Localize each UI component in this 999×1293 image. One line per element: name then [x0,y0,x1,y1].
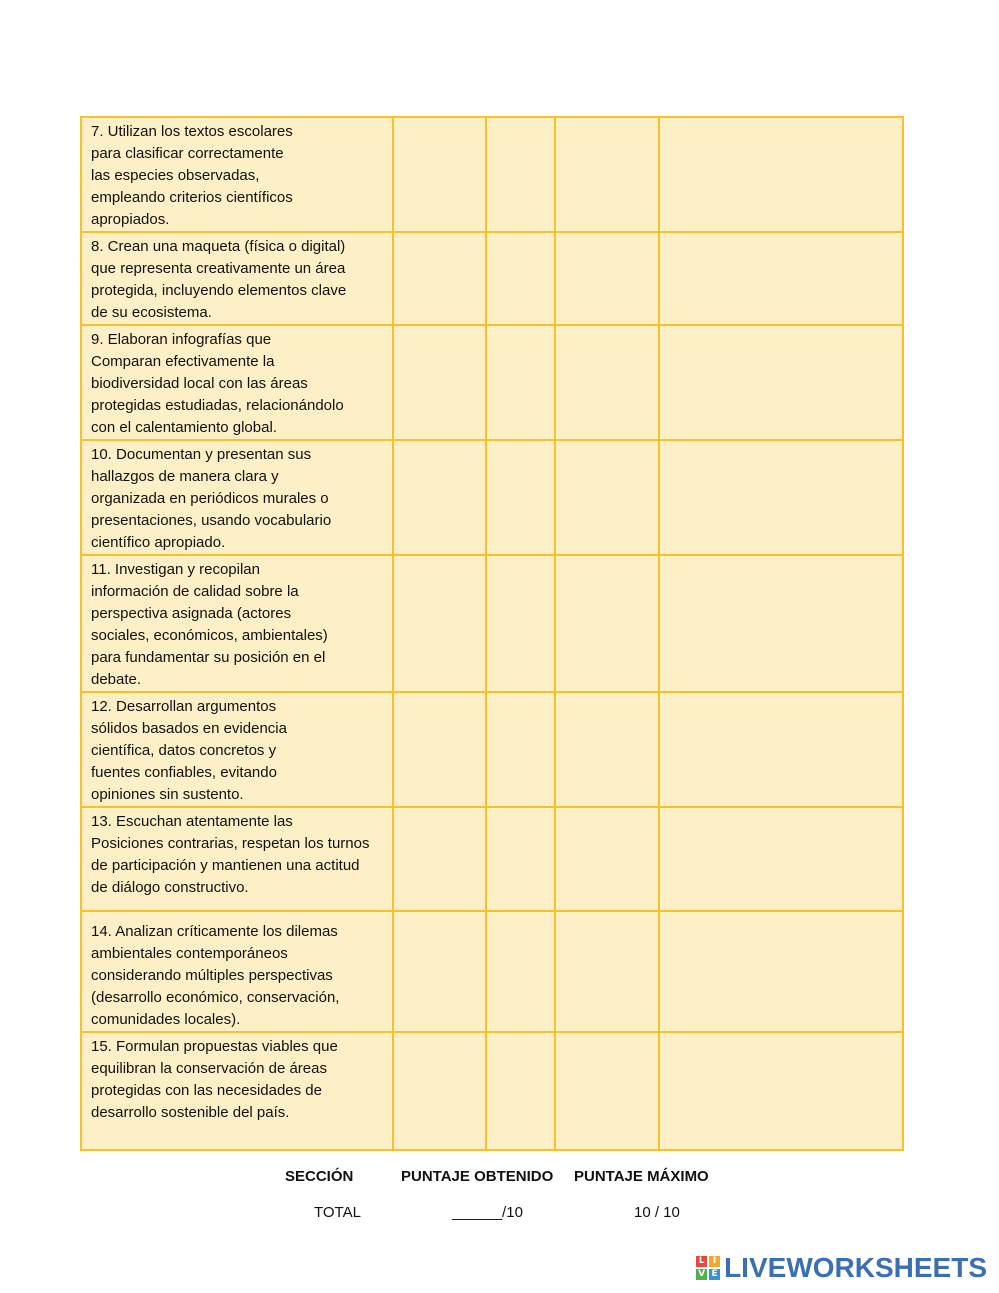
score-cell[interactable] [486,911,555,1032]
score-cell[interactable] [486,117,555,232]
max-score-header: PUNTAJE MÁXIMO [574,1168,709,1185]
summary-header-row [0,1168,999,1192]
table-row [81,1032,903,1150]
score-cell[interactable] [555,232,659,325]
score-cell[interactable] [555,807,659,911]
score-cell[interactable] [555,911,659,1032]
observation-cell[interactable] [659,911,903,1032]
score-cell[interactable] [555,555,659,692]
brand-name: LIVEWORKSHEETS [724,1252,987,1283]
score-cell[interactable] [486,1032,555,1150]
criterion-text: 12. Desarrollan argumentos sólidos basados en evidencia científica, datos concretos y fuentes confiables, evitando opiniones sin sustento. [81,692,393,807]
observation-cell[interactable] [659,117,903,232]
criterion-text: 15. Formulan propuestas viables que equilibran la conservación de áreas protegidas con las necesidades de desarrollo sostenible del país. [81,1032,393,1150]
score-cell[interactable] [555,692,659,807]
score-cell[interactable] [393,555,486,692]
criterion-text: 10. Documentan y presentan sus hallazgos de manera clara y organizada en periódicos murales o presentaciones, usando vocabulario científico apropiado. [81,440,393,555]
logo-letter: V [696,1269,707,1280]
score-cell[interactable] [486,325,555,440]
score-cell[interactable] [393,807,486,911]
table-row [81,325,903,440]
max-score-value: 10 / 10 [634,1204,680,1221]
score-cell[interactable] [393,1032,486,1150]
criterion-text: 14. Analizan críticamente los dilemas ambientales contemporáneos considerando múltiples perspectivas (desarrollo económico, conservación, comunidades locales). [81,911,393,1032]
observation-cell[interactable] [659,232,903,325]
evaluation-rubric-table [80,116,904,1151]
score-cell[interactable] [393,911,486,1032]
score-cell[interactable] [555,1032,659,1150]
logo-letter: I [709,1256,720,1267]
table-row [81,911,903,1032]
table-row [81,232,903,325]
logo-icon [696,1256,720,1280]
table-row [81,692,903,807]
criterion-text: 7. Utilizan los textos escolares para clasificar correctamente las especies observadas, empleando criterios científicos apropiados. [81,117,393,232]
table-row [81,117,903,232]
criterion-text: 8. Crean una maqueta (física o digital) que representa creativamente un área protegida, incluyendo elementos clave de su ecosistema. [81,232,393,325]
criterion-text: 9. Elaboran infografías que Comparan efectivamente la biodiversidad local con las áreas protegidas estudiadas, relacionándolo con el calentamiento global. [81,325,393,440]
total-label: TOTAL [314,1204,361,1221]
score-summary [0,1168,999,1228]
score-cell[interactable] [393,117,486,232]
liveworksheets-logo [696,1252,987,1284]
score-cell[interactable] [486,692,555,807]
observation-cell[interactable] [659,325,903,440]
score-cell[interactable] [555,440,659,555]
score-cell[interactable] [555,325,659,440]
logo-letter: E [709,1269,720,1280]
observation-cell[interactable] [659,440,903,555]
table-row [81,555,903,692]
criterion-text: 13. Escuchan atentamente las Posiciones contrarias, respetan los turnos de participación y mantienen una actitud de diálogo constructivo. [81,807,393,911]
score-cell[interactable] [486,807,555,911]
observation-cell[interactable] [659,807,903,911]
observation-cell[interactable] [659,692,903,807]
observation-cell[interactable] [659,555,903,692]
obtained-score-field[interactable]: ______/10 [452,1204,523,1221]
score-cell[interactable] [393,232,486,325]
score-cell[interactable] [393,440,486,555]
score-cell[interactable] [486,555,555,692]
score-cell[interactable] [486,232,555,325]
score-cell[interactable] [555,117,659,232]
summary-total-row [0,1204,999,1228]
score-cell[interactable] [393,325,486,440]
obtained-score-header: PUNTAJE OBTENIDO [401,1168,554,1185]
section-header: SECCIÓN [285,1168,354,1185]
logo-letter: L [696,1256,707,1267]
table-row [81,440,903,555]
observation-cell[interactable] [659,1032,903,1150]
criterion-text: 11. Investigan y recopilan información de calidad sobre la perspectiva asignada (actores sociales, económicos, ambientales) para fundamentar su posición en el debate. [81,555,393,692]
table-row [81,807,903,911]
score-cell[interactable] [393,692,486,807]
score-cell[interactable] [486,440,555,555]
